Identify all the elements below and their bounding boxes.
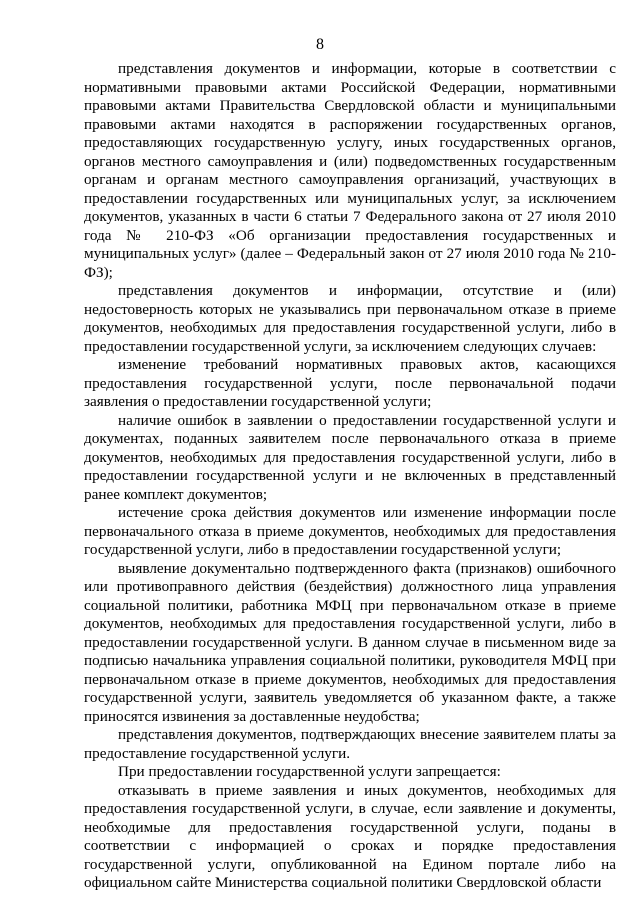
paragraph-documents-expired: истечение срока действия документов или изменение информации после первоначального отказа в приеме документов, необходимых для предоставления государственной услуги, либо в предоставлении государственной услуги;: [84, 504, 616, 558]
paragraph-missing-documents: представления документов и информации, отсутствие и (или) недостоверность которых не указывались при первоначальном отказе в приеме документов, необходимых для предоставления государственной услуги, либо в предоставлении государственной услуги, за исключением следующих случаев:: [84, 282, 616, 355]
document-body: [84, 60, 616, 893]
paragraph-requirements-change: изменение требований нормативных правовых актов, касающихся предоставления государственной услуги, после первоначальной подачи заявления о предоставлении государственной услуги;: [84, 356, 616, 410]
page-number: 8: [316, 36, 324, 53]
paragraph-documents-in-possession: представления документов и информации, которые в соответствии с нормативными правовыми актами Российской Федерации, нормативными правовыми актами Правительства Свердловской области и муниципальными правовыми актами находятся в распоряжении государственных органов, предоставляющих государственную услугу, иных государственных органов, органов местного самоуправления и (или) подведомственных государственным органам и органам местного самоуправления организаций, участвующих в предоставлении государственных или муниципальных услуг, за исключением документов, указанных в части 6 статьи 7 Федерального закона от 27 июля 2010 года № 210-ФЗ «Об организации предоставления государственных и муниципальных услуг» (далее – Федеральный закон от 27 июля 2010 года № 210-ФЗ);: [84, 60, 616, 281]
paragraph-refusal-prohibited: отказывать в приеме заявления и иных документов, необходимых для предоставления государственной услуги, в случае, если заявление и документы, необходимые для предоставления государственной услуги, поданы в соответствии с информацией о сроках и порядке предоставления государственной услуги, опубликованной на Едином портале либо на официальном сайте Министерства социальной политики Свердловской области: [84, 781, 616, 891]
paragraph-payment-documents: представления документов, подтверждающих внесение заявителем платы за предоставление государственной услуги.: [84, 726, 616, 762]
paragraph-official-error: выявление документально подтвержденного факта (признаков) ошибочного или противоправного действия (бездействия) должностного лица управления социальной политики, работника МФЦ при первоначальном отказе в приеме документов, необходимых для предоставления государственной услуги, либо в предоставлении государственной услуги. В данном случае в письменном виде за подписью начальника управления социальной политики, руководителя МФЦ при первоначальном отказе в приеме документов, необходимых для предоставления государственной услуги, заявитель уведомляется об указанном факте, а также приносятся извинения за доставленные неудобства;: [84, 559, 616, 725]
paragraph-errors-in-application: наличие ошибок в заявлении о предоставлении государственной услуги и документах, поданных заявителем после первоначального отказа в приеме документов, необходимых для предоставления государственной услуги, либо в предоставлении государственной услуги и не включенных в представленный ранее комплект документов;: [84, 411, 616, 503]
paragraph-prohibitions-heading: При предоставлении государственной услуги запрещается:: [118, 763, 501, 780]
